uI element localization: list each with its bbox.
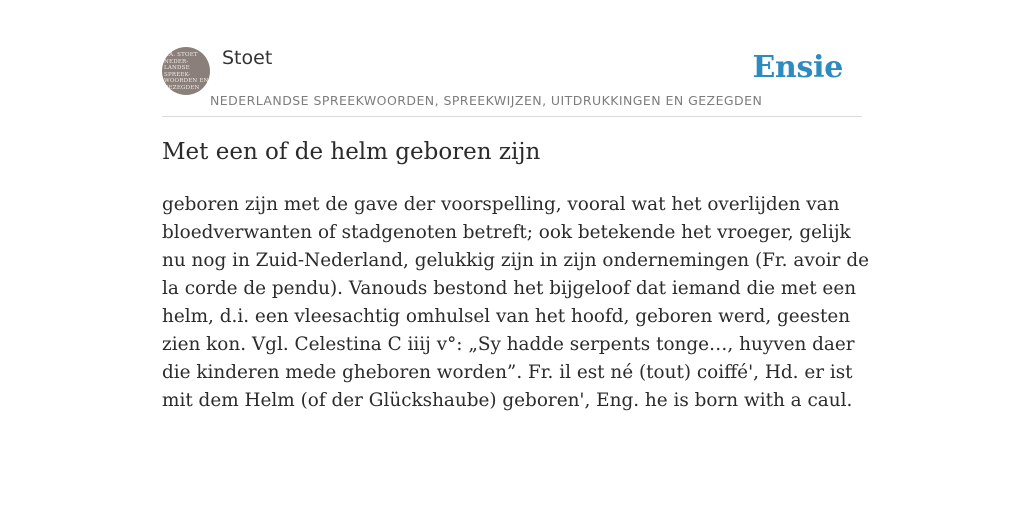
avatar-book-cover-text: F.A. STOET NEDER- LANDSE SPREEK- WOORDEN EN GEZEGDEN [164,52,209,91]
entry-definition: geboren zijn met de gave der voorspelling, vooral wat het overlijden van bloedverwanten of stadgenoten betreft; ook betekende het vroeger, gelijk nu nog in Zuid-Nederland, gelukkig zijn in zijn ondernemingen (Fr. avoir de la corde de pendu). Vanouds bestond het bijgeloof dat iemand die met een helm, d.i. een vleesachtig omhulsel van het hoofd, geboren werd, geesten zien kon. Vgl. Celestina C iiij v°: „Sy hadde serpents tonge…, huyven daer die kinderen mede gheboren worden”. Fr. il est né (tout) coiffé', Hd. er ist mit dem Helm (of der Glückshaube) geboren', Eng. he is born with a caul. [162,194,869,411]
brand-logo[interactable]: Ensie [752,50,843,85]
entry-header [162,46,862,117]
source-subtitle: NEDERLANDSE SPREEKWOORDEN, SPREEKWIJZEN, UITDRUKKINGEN EN GEZEGDEN [210,93,763,108]
entry-title: Met een of de helm geboren zijn [162,139,541,165]
author-avatar[interactable] [162,47,210,95]
entry-card [162,46,869,411]
author-name[interactable]: Stoet [222,47,273,69]
